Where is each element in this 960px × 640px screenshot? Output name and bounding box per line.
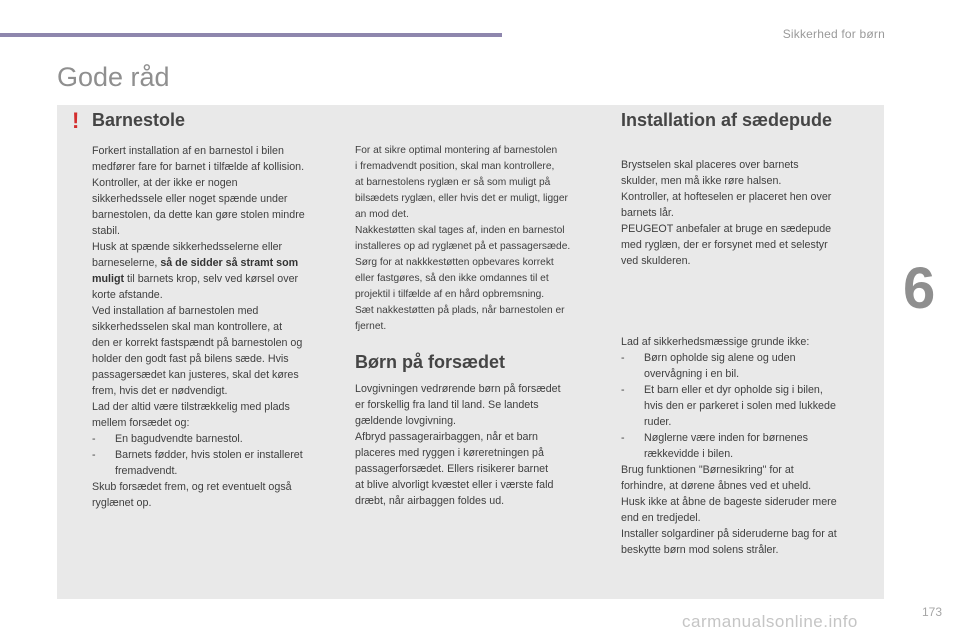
text-line: Afbryd passagerairbaggen, når et barn <box>355 431 538 443</box>
text-line: beskytte børn mod solens stråler. <box>621 544 779 556</box>
text-line: sikkerhedssele eller noget spænde under <box>92 193 288 205</box>
list-item <box>92 447 348 479</box>
text-line: at blive alvorligt kvæstet eller i værste fald <box>355 479 554 491</box>
installation-text <box>621 157 879 269</box>
text-line: installeres op ad ryglænet på et passagersæde. <box>355 241 571 252</box>
watermark: carmanualsonline.info <box>682 612 858 631</box>
text-line: barnets lår. <box>621 207 674 219</box>
list-dash: - <box>92 433 96 445</box>
text-line: skulder, men må ikke røre halsen. <box>621 175 782 187</box>
text-line: fjernet. <box>355 321 387 332</box>
bold-text: så de sidder så stramt som <box>160 257 299 269</box>
text-line <box>92 255 348 271</box>
text-line: ruder. <box>644 416 672 428</box>
heading-installation: Installation af sædepude <box>621 110 833 130</box>
chapter-number: 6 <box>903 256 936 321</box>
text-line: Installer solgardiner på sideruderne bag for at <box>621 528 837 540</box>
text-line: ryglænet op. <box>92 497 152 509</box>
text-line: Lad af sikkerhedsmæssige grunde ikke: <box>621 336 810 348</box>
text-line: fremadvendt. <box>115 465 178 477</box>
text-line: projektil i tilfælde af en hård opbremsning. <box>355 289 545 300</box>
text-line: overvågning i en bil. <box>644 368 740 380</box>
text-line: barnestolen, da dette kan gøre stolen mindre <box>92 209 305 221</box>
text-line: Nøglerne være inden for børnenes <box>644 432 808 444</box>
page-number: 173 <box>921 605 942 619</box>
safety-text <box>621 334 879 558</box>
text-line: den er korrekt fastspændt på barnestolen og <box>92 337 303 349</box>
born-paa-forsaedet-text <box>355 381 600 509</box>
text-line: Brug funktionen "Børnesikring" for at <box>621 464 794 476</box>
text-line: passagerforsædet. Ellers risikerer barnet <box>355 463 549 475</box>
text-line: ved skulderen. <box>621 255 691 267</box>
text-line: bilsædets ryglæn, eller hvis det er muligt, ligger <box>355 193 568 204</box>
list-item <box>621 430 879 462</box>
heading-barnestole: Barnestole <box>92 110 186 130</box>
text-line: Skub forsædet frem, og ret eventuelt også <box>92 481 292 493</box>
text-line: frem, hvis det er nødvendigt. <box>92 385 228 397</box>
text-line: Nakkestøtten skal tages af, inden en barnestol <box>355 225 565 236</box>
text-line: sikkerhedsselen skal man kontrollere, at <box>92 321 283 333</box>
text-line: i fremadvendt position, skal man kontrollere, <box>355 161 555 172</box>
page-title: Gode råd <box>57 62 170 92</box>
text-line: Kontroller, at der ikke er nogen <box>92 177 238 189</box>
text-line: medfører fare for barnet i tilfælde af kollision. <box>92 161 305 173</box>
text-line: passagersædet kan justeres, skal det køres <box>92 369 299 381</box>
text-line: Forkert installation af en barnestol i bilen <box>92 145 284 157</box>
text-line: eller fastgøres, så den ikke omdannes til et <box>355 273 549 284</box>
header-accent-bar <box>0 33 502 37</box>
mounting-text <box>355 143 610 335</box>
heading-born-paa-forsaedet: Børn på forsædet <box>355 352 506 372</box>
text-line: En bagudvendte barnestol. <box>115 433 243 445</box>
text-line: holder den godt fast på bilens sæde. Hvis <box>92 353 289 365</box>
text-line: Et barn eller et dyr opholde sig i bilen, <box>644 384 823 396</box>
text-line: an mod det. <box>355 209 409 220</box>
text-line: korte afstande. <box>92 289 163 301</box>
list-dash: - <box>621 384 625 396</box>
text-span: til barnets krop, selv ved kørsel over <box>124 273 299 285</box>
text-line: forhindre, at dørene åbnes ved et uheld. <box>621 480 812 492</box>
bold-text: muligt <box>92 273 125 285</box>
text-line: hvis den er parkeret i solen med lukkede <box>644 400 836 412</box>
text-line: Sørg for at nakkkestøtten opbevares korrekt <box>355 257 554 268</box>
text-line: Lovgivningen vedrørende børn på forsædet <box>355 383 561 395</box>
text-line: Sæt nakkestøtten på plads, når barnestolen er <box>355 305 565 316</box>
text-span: barneselerne, <box>92 257 161 269</box>
text-line: med ryglæn, der er forsynet med et selestyr <box>621 239 828 251</box>
text-line: PEUGEOT anbefaler at bruge en sædepude <box>621 223 832 235</box>
text-line: rækkevidde i bilen. <box>644 448 734 460</box>
text-line: Kontroller, at hofteselen er placeret hen over <box>621 191 832 203</box>
text-line: dræbt, når airbaggen foldes ud. <box>355 495 505 507</box>
text-line: Ved installation af barnestolen med <box>92 305 259 317</box>
text-line: Brystselen skal placeres over barnets <box>621 159 799 171</box>
text-line: Husk at spænde sikkerhedsselerne eller <box>92 241 283 253</box>
text-line <box>92 271 348 287</box>
text-line: Barnets fødder, hvis stolen er installeret <box>115 449 303 461</box>
text-line: Børn opholde sig alene og uden <box>644 352 796 364</box>
text-line: For at sikre optimal montering af barnestolen <box>355 145 558 156</box>
list-item <box>92 431 348 447</box>
text-line: Lad der altid være tilstrækkelig med plads <box>92 401 290 413</box>
list-dash: - <box>92 449 96 461</box>
list-item <box>621 382 879 430</box>
warning-icon: ! <box>72 108 80 133</box>
text-line: mellem forsædet og: <box>92 417 190 429</box>
list-dash: - <box>621 352 625 364</box>
text-line: er forskellig fra land til land. Se landets <box>355 399 539 411</box>
text-line: stabil. <box>92 225 120 237</box>
text-line: Husk ikke at åbne de bageste sideruder mere <box>621 496 837 508</box>
text-line: placeres med ryggen i køreretningen på <box>355 447 544 459</box>
text-line: end en tredjedel. <box>621 512 701 524</box>
text-line: at barnestolens ryglæn er så som muligt på <box>355 177 551 188</box>
section-name: Sikkerhed for børn <box>782 27 885 41</box>
barnestole-text <box>92 143 348 511</box>
list-dash: - <box>621 432 625 444</box>
list-item <box>621 350 879 382</box>
text-line: gældende lovgivning. <box>355 415 457 427</box>
